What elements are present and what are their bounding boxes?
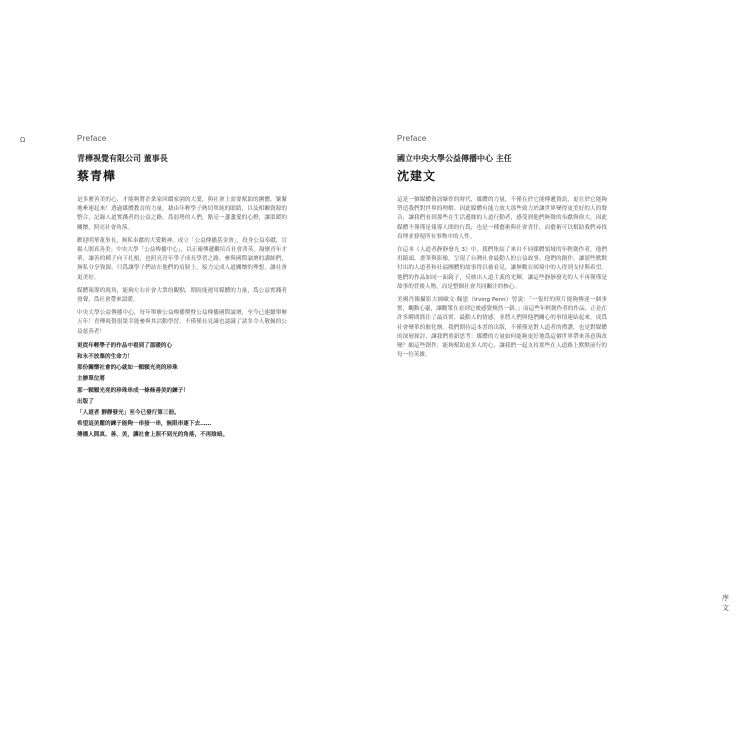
poem-line: 和永不放棄的生命力！ [77,354,133,361]
paragraph: 中央大學公益傳播中心，每年舉辦公益傳播獎暨公益傳播國際論壇，至今已連續舉辦五年！青樺視覺很榮幸能參與其活動學習，不僅僅長見識也認識了諸多令人敬佩的公益慈善者！ [77,310,287,335]
poem-line: 主辦單位將 [77,376,105,383]
poem-line: 希望這美麗的鍊子能夠一串接一串，無限串連下去…… [77,421,212,428]
section-title-char: 文 [722,604,729,612]
paragraph: 在這本《人道者靜靜發光 3》中，我們集結了來自不同媒體領域的年輕創作者，他們用鏡頭、畫筆與影像，呈現了台灣社會最動人的公益故事。他們的創作，讓那些默默付出的人道者和社福團體的故事得以被看見，讓無數在困境中的人得到支持與希望。他們的作品如同一面鏡子，反映出人道主義的光輝，讓這些靜靜發光的人不再僅僅是故事的背後人物，而是整個社會共同關注的核心。 [397,247,607,290]
paragraph: 媒體報導的視角，能夠左右社會大衆的觀點，期盼能運用媒體的力量，爲公益實踐者發聲，爲社會帶來溫暖。 [77,287,287,304]
poem-line: 「人道者 靜靜發光」至今已發行第三冊。 [77,410,180,417]
page-marker: Ω [20,136,26,144]
poem-line: 出版了 [77,398,94,405]
preface-label: Preface [397,134,427,143]
section-title-char: 序 [722,594,729,602]
paragraph: 這是一個媒體資訊爆炸的時代，媒體的力量，不僅在於它能傳遞資訊，更在於它能夠塑造我們對世界的理解。因此媒體有能力放大那些致力於讓世界變得更美好的人的聲音，讓我們看到那些在生活邊緣的人道行動者，感受到他們無聲的奉獻與偉大。因此媒體不僅僅是報導人間的行爲，也是一種藝術與社會責任，而藝術可以幫助我們尋找真理並發現所有事物中的人性。 [397,197,607,240]
author-name: 沈建文 [397,169,437,183]
author-role: 國立中央大學公益傳播中心 主任 [397,154,512,163]
author-name: 蔡青樺 [77,169,117,183]
poem-line: 傳播人間真、善、美，讓社會上照不到光的角落，不再陰暗。 [77,432,229,439]
poem-line: 更從年輕學子的作品中看到了溫暖的心 [77,342,173,349]
preface-label: Preface [77,134,107,143]
poem-line: 那份關懷社會的心就如一顆顆光亮的珍珠 [77,365,178,372]
poem-line: 那一顆顆光亮的珍珠串成一條條善美的鍊子！ [77,387,189,394]
author-role: 青樺視覺有限公司 董事長 [77,154,168,163]
section-title [722,593,730,613]
paragraph: 歡迎明華董事長，無私奉獻的大愛精神，成立「公益傳播基金會」，投身公益奉獻，宣揚人間真善美；中央大學「公益傳播中心」，以正確傳遞觀培育社會菁英，凝聚青年才華，讓善的種子向下扎根，也照亮青年學子成長學習之路。參與國際論壇的講師們，無私分享資源，只爲讓學子們站在他們的肩膀上，接力完成人道關懷的理想，讓社會更美好。 [77,237,287,281]
paragraph: 是多麼善美的心，才能夠將企業家回饋家園的大愛，與社會上需要幫助的團體，緊緊地牽連起來！透過媒體教育的力量，藉由年輕學子熱切單純的眼睛，以及相關資源的整合，記錄人道實踐者的公益之路，爲弱勢的人們，點亮一盞盞愛的心燈，讓溫暖的關懷，照亮社會角落。 [77,197,287,231]
right-column [397,134,607,364]
paragraph: 美國肖像攝影大師歐文·佩恩（Irving Penn）曾說：「一張好的照片能夠傳達一個事實，觸動心靈，讓觀衆在看到它後感覺煥然一新。」而這些年輕創作者的作品，正是在許多瞬間抓住了最真實、最動人的情感，並將人們與他們關心的事情連結起來，成爲社會變革的催化劑。我們期待這本書的出版，不僅僅是對人道者的禮讚，也是對媒體的深層探討，讓我們重新思考：媒體的力量如何能夠更好地爲這個世界帶來善意與改變？願這些創作，能夠幫助更多人的心，讓我們一起支持那些在人道路上默默前行的每一位英雄。 [397,297,607,359]
left-column [77,134,287,442]
